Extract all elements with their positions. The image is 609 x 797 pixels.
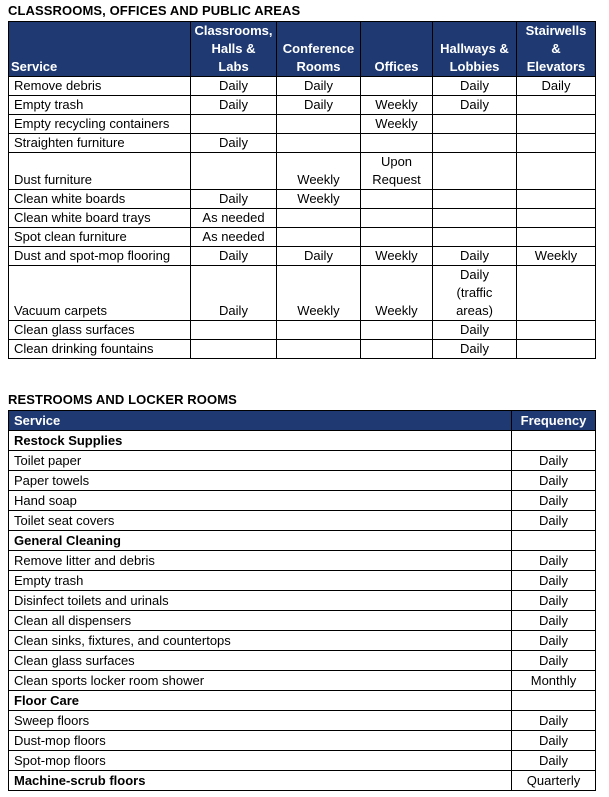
section-title-classrooms: CLASSROOMS, OFFICES AND PUBLIC AREAS [8,3,301,18]
frequency-cell: Daily [517,77,596,96]
frequency-cell [361,134,433,153]
category-row [9,431,596,451]
frequency-cell [517,134,596,153]
frequency-cell: Daily [512,591,596,611]
frequency-cell [517,321,596,340]
frequency-cell: Daily [277,77,361,96]
frequency-cell [361,77,433,96]
frequency-cell [361,340,433,359]
frequency-cell: Daily (traffic areas) [433,266,517,321]
frequency-cell: Weekly [361,115,433,134]
frequency-cell [517,340,596,359]
frequency-cell [517,115,596,134]
frequency-cell [191,321,277,340]
frequency-cell [517,228,596,247]
service-cell: Remove litter and debris [9,551,512,571]
frequency-cell [191,340,277,359]
service-cell: Clean sports locker room shower [9,671,512,691]
table-row [9,651,596,671]
header-hallways: Hallways & Lobbies [433,22,517,77]
frequency-cell [512,691,596,711]
frequency-cell [433,190,517,209]
frequency-cell: Daily [277,96,361,115]
service-cell: Dust furniture [9,153,191,190]
frequency-cell: Daily [512,731,596,751]
category-row [9,531,596,551]
header-service: Service [9,411,512,431]
table-row [9,96,596,115]
frequency-cell: Daily [512,551,596,571]
frequency-cell [277,321,361,340]
frequency-cell [433,153,517,190]
frequency-cell [277,340,361,359]
frequency-cell: Weekly [277,153,361,190]
table-row [9,611,596,631]
service-cell: Clean glass surfaces [9,651,512,671]
frequency-cell: Daily [191,266,277,321]
frequency-cell: Daily [433,77,517,96]
table-row [9,190,596,209]
frequency-cell [361,190,433,209]
frequency-cell [433,115,517,134]
table-row [9,153,596,190]
frequency-cell [512,431,596,451]
service-cell: Hand soap [9,491,512,511]
header-offices: Offices [361,22,433,77]
frequency-cell: Daily [433,96,517,115]
restrooms-table-body [9,431,596,791]
service-cell: Clean white boards [9,190,191,209]
service-cell: Vacuum carpets [9,266,191,321]
frequency-cell: Daily [512,491,596,511]
frequency-cell: Daily [512,571,596,591]
frequency-cell: Weekly [517,247,596,266]
service-cell: General Cleaning [9,531,512,551]
service-cell: Spot clean furniture [9,228,191,247]
frequency-cell [433,134,517,153]
frequency-cell: Daily [512,471,596,491]
frequency-cell: As needed [191,209,277,228]
frequency-cell [277,228,361,247]
frequency-cell: Daily [277,247,361,266]
table-row [9,228,596,247]
header-stairwells: Stairwells & Elevators [517,22,596,77]
table-row [9,571,596,591]
frequency-cell: Daily [512,611,596,631]
frequency-cell [277,134,361,153]
frequency-cell [361,228,433,247]
service-cell: Dust-mop floors [9,731,512,751]
header-conference: Conference Rooms [277,22,361,77]
service-cell: Paper towels [9,471,512,491]
frequency-cell: Daily [191,96,277,115]
frequency-cell [433,228,517,247]
classrooms-service-table [8,21,596,359]
frequency-cell: Daily [433,340,517,359]
frequency-cell: Weekly [361,247,433,266]
frequency-cell: Daily [512,751,596,771]
frequency-cell: Daily [512,511,596,531]
table-row [9,551,596,571]
service-cell: Empty trash [9,96,191,115]
frequency-cell: Upon Request [361,153,433,190]
service-cell: Disinfect toilets and urinals [9,591,512,611]
header-service: Service [9,22,191,77]
frequency-cell [517,266,596,321]
frequency-cell [361,321,433,340]
frequency-cell: As needed [191,228,277,247]
table-row [9,321,596,340]
service-cell: Dust and spot-mop flooring [9,247,191,266]
service-cell: Sweep floors [9,711,512,731]
frequency-cell [512,531,596,551]
service-cell: Restock Supplies [9,431,512,451]
restrooms-service-table [8,410,596,791]
table-row [9,671,596,691]
service-cell: Clean drinking fountains [9,340,191,359]
service-cell: Toilet seat covers [9,511,512,531]
service-cell: Toilet paper [9,451,512,471]
frequency-cell: Daily [191,190,277,209]
frequency-cell: Daily [191,134,277,153]
frequency-cell [517,153,596,190]
table-row [9,591,596,611]
service-cell: Floor Care [9,691,512,711]
frequency-cell [191,153,277,190]
table-row [9,751,596,771]
table-row [9,340,596,359]
frequency-cell [433,209,517,228]
service-cell: Empty trash [9,571,512,591]
service-cell: Clean glass surfaces [9,321,191,340]
table-row [9,711,596,731]
service-cell: Empty recycling containers [9,115,191,134]
table-row [9,631,596,651]
frequency-cell: Monthly [512,671,596,691]
table-row [9,266,596,321]
table-row [9,511,596,531]
frequency-cell [277,209,361,228]
frequency-cell: Weekly [277,190,361,209]
frequency-cell: Daily [191,77,277,96]
table-row [9,771,596,791]
table-row [9,471,596,491]
frequency-cell: Daily [512,451,596,471]
frequency-cell [517,96,596,115]
frequency-cell: Daily [512,651,596,671]
service-cell: Straighten furniture [9,134,191,153]
frequency-cell [277,115,361,134]
frequency-cell: Quarterly [512,771,596,791]
frequency-cell [361,209,433,228]
table-row [9,77,596,96]
service-cell: Spot-mop floors [9,751,512,771]
table-row [9,134,596,153]
service-cell: Clean white board trays [9,209,191,228]
frequency-cell [191,115,277,134]
frequency-cell: Daily [512,711,596,731]
service-cell: Clean sinks, fixtures, and countertops [9,631,512,651]
service-cell: Machine-scrub floors [9,771,512,791]
section-title-restrooms: RESTROOMS AND LOCKER ROOMS [8,392,237,407]
header-frequency: Frequency [512,411,596,431]
table-row [9,451,596,471]
frequency-cell [517,209,596,228]
frequency-cell: Weekly [361,266,433,321]
classrooms-table-body [9,77,596,359]
header-classrooms: Classrooms, Halls & Labs [191,22,277,77]
service-cell: Remove debris [9,77,191,96]
frequency-cell: Daily [191,247,277,266]
table-row [9,115,596,134]
service-cell: Clean all dispensers [9,611,512,631]
frequency-cell: Weekly [277,266,361,321]
frequency-cell: Daily [512,631,596,651]
table-row [9,247,596,266]
frequency-cell [517,190,596,209]
frequency-cell: Daily [433,247,517,266]
table-row [9,491,596,511]
category-row [9,691,596,711]
frequency-cell: Daily [433,321,517,340]
table-row [9,731,596,751]
table-row [9,209,596,228]
frequency-cell: Weekly [361,96,433,115]
